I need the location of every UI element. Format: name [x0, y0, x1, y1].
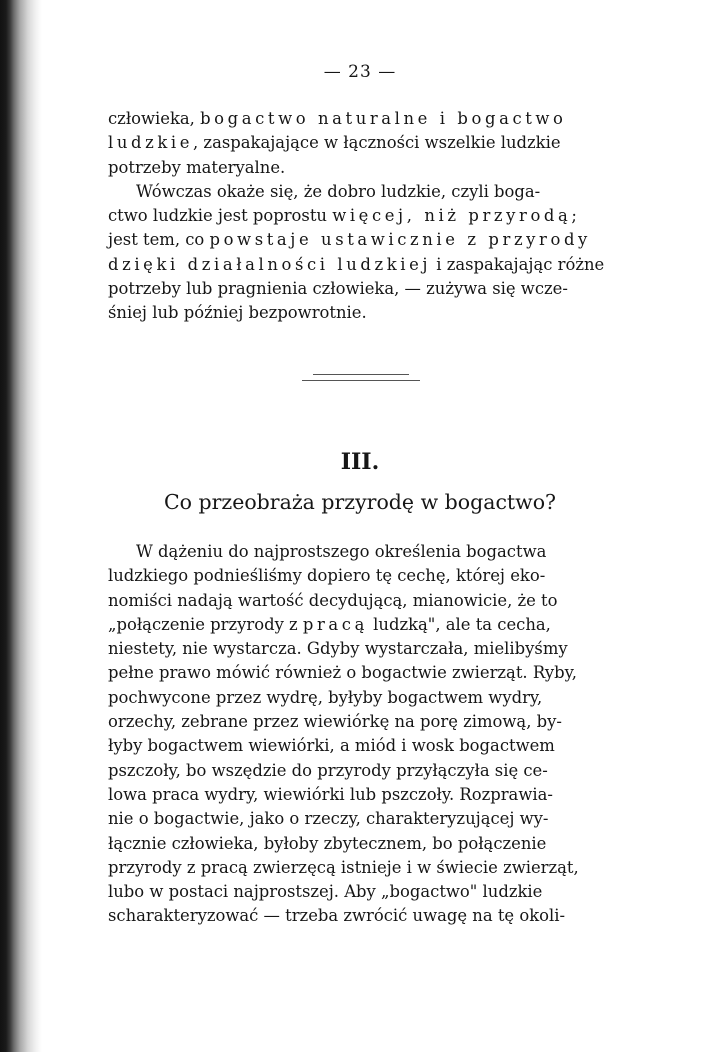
chapter-number: III. — [340, 449, 380, 475]
text-line: lowa praca wydry, wiewiórki lub pszczoły. Rozprawia- — [108, 784, 553, 804]
text-line: lubo w postaci najprostszej. Aby „bogactwo" ludzkie — [108, 882, 543, 902]
text-line: pochwycone przez wydrę, byłyby bogactwem wydry, — [108, 687, 543, 707]
text-line: scharakteryzować — trzeba zwrócić uwagę na tę okoli- — [108, 906, 566, 926]
text-line: przyrody z pracą zwierzęcą istnieje i w świecie zwierząt, — [108, 857, 579, 877]
text-line: orzechy, zebrane przez wiewiórkę na porę zimową, by- — [108, 712, 562, 732]
section-divider-line — [302, 380, 420, 381]
text-line: ludzkie, zaspakajające w łączności wszelkie ludzkie — [108, 133, 561, 153]
text-line: śniej lub później bezpowrotnie. — [108, 303, 367, 323]
chapter-title: Co przeobraża przyrodę w bogactwo? — [163, 490, 557, 514]
text-line: nie o bogactwie, jako o rzeczy, charakteryzującej wy- — [108, 809, 549, 829]
chapter-paragraph — [108, 540, 613, 929]
text-line: potrzeby lub pragnienia człowieka, — zużywa się wcze- — [108, 279, 568, 299]
top-paragraph — [108, 107, 613, 326]
text-line: łyby bogactwem wiewiórki, a miód i wosk bogactwem — [108, 736, 555, 756]
text-line: „połączenie przyrody z pracą ludzką", ale ta cecha, — [108, 614, 551, 634]
page-number: — 23 — — [323, 62, 397, 82]
text-line: nomiści nadają wartość decydującą, mianowicie, że to — [108, 590, 558, 610]
text-line: ludzkiego podnieśliśmy dopiero tę cechę, której eko- — [108, 566, 546, 586]
text-line: W dążeniu do najprostszego określenia bogactwa — [136, 542, 547, 561]
section-divider-line — [313, 374, 409, 375]
text-line: pełne prawo mówić również o bogactwie zwierząt. Ryby, — [108, 663, 577, 683]
text-line: jest tem, co powstaje ustawicznie z przyrody — [108, 230, 591, 250]
text-line: niestety, nie wystarcza. Gdyby wystarczała, mielibyśmy — [108, 639, 568, 659]
text-line: człowieka, bogactwo naturalne i bogactwo — [108, 109, 567, 128]
text-line: potrzeby materyalne. — [108, 157, 286, 177]
book-binding-edge — [0, 0, 42, 1052]
text-line: pszczoły, bo wszędzie do przyrody przyłączyła się ce- — [108, 760, 548, 780]
text-line: łącznie człowieka, byłoby zbytecznem, bo połączenie — [108, 833, 547, 853]
text-line: Wówczas okaże się, że dobro ludzkie, czyli boga- — [136, 181, 541, 201]
text-line: dzięki działalności ludzkiej i zaspakajając różne — [108, 254, 605, 274]
text-line: ctwo ludzkie jest poprostu więcej, niż przyrodą; — [108, 206, 577, 226]
